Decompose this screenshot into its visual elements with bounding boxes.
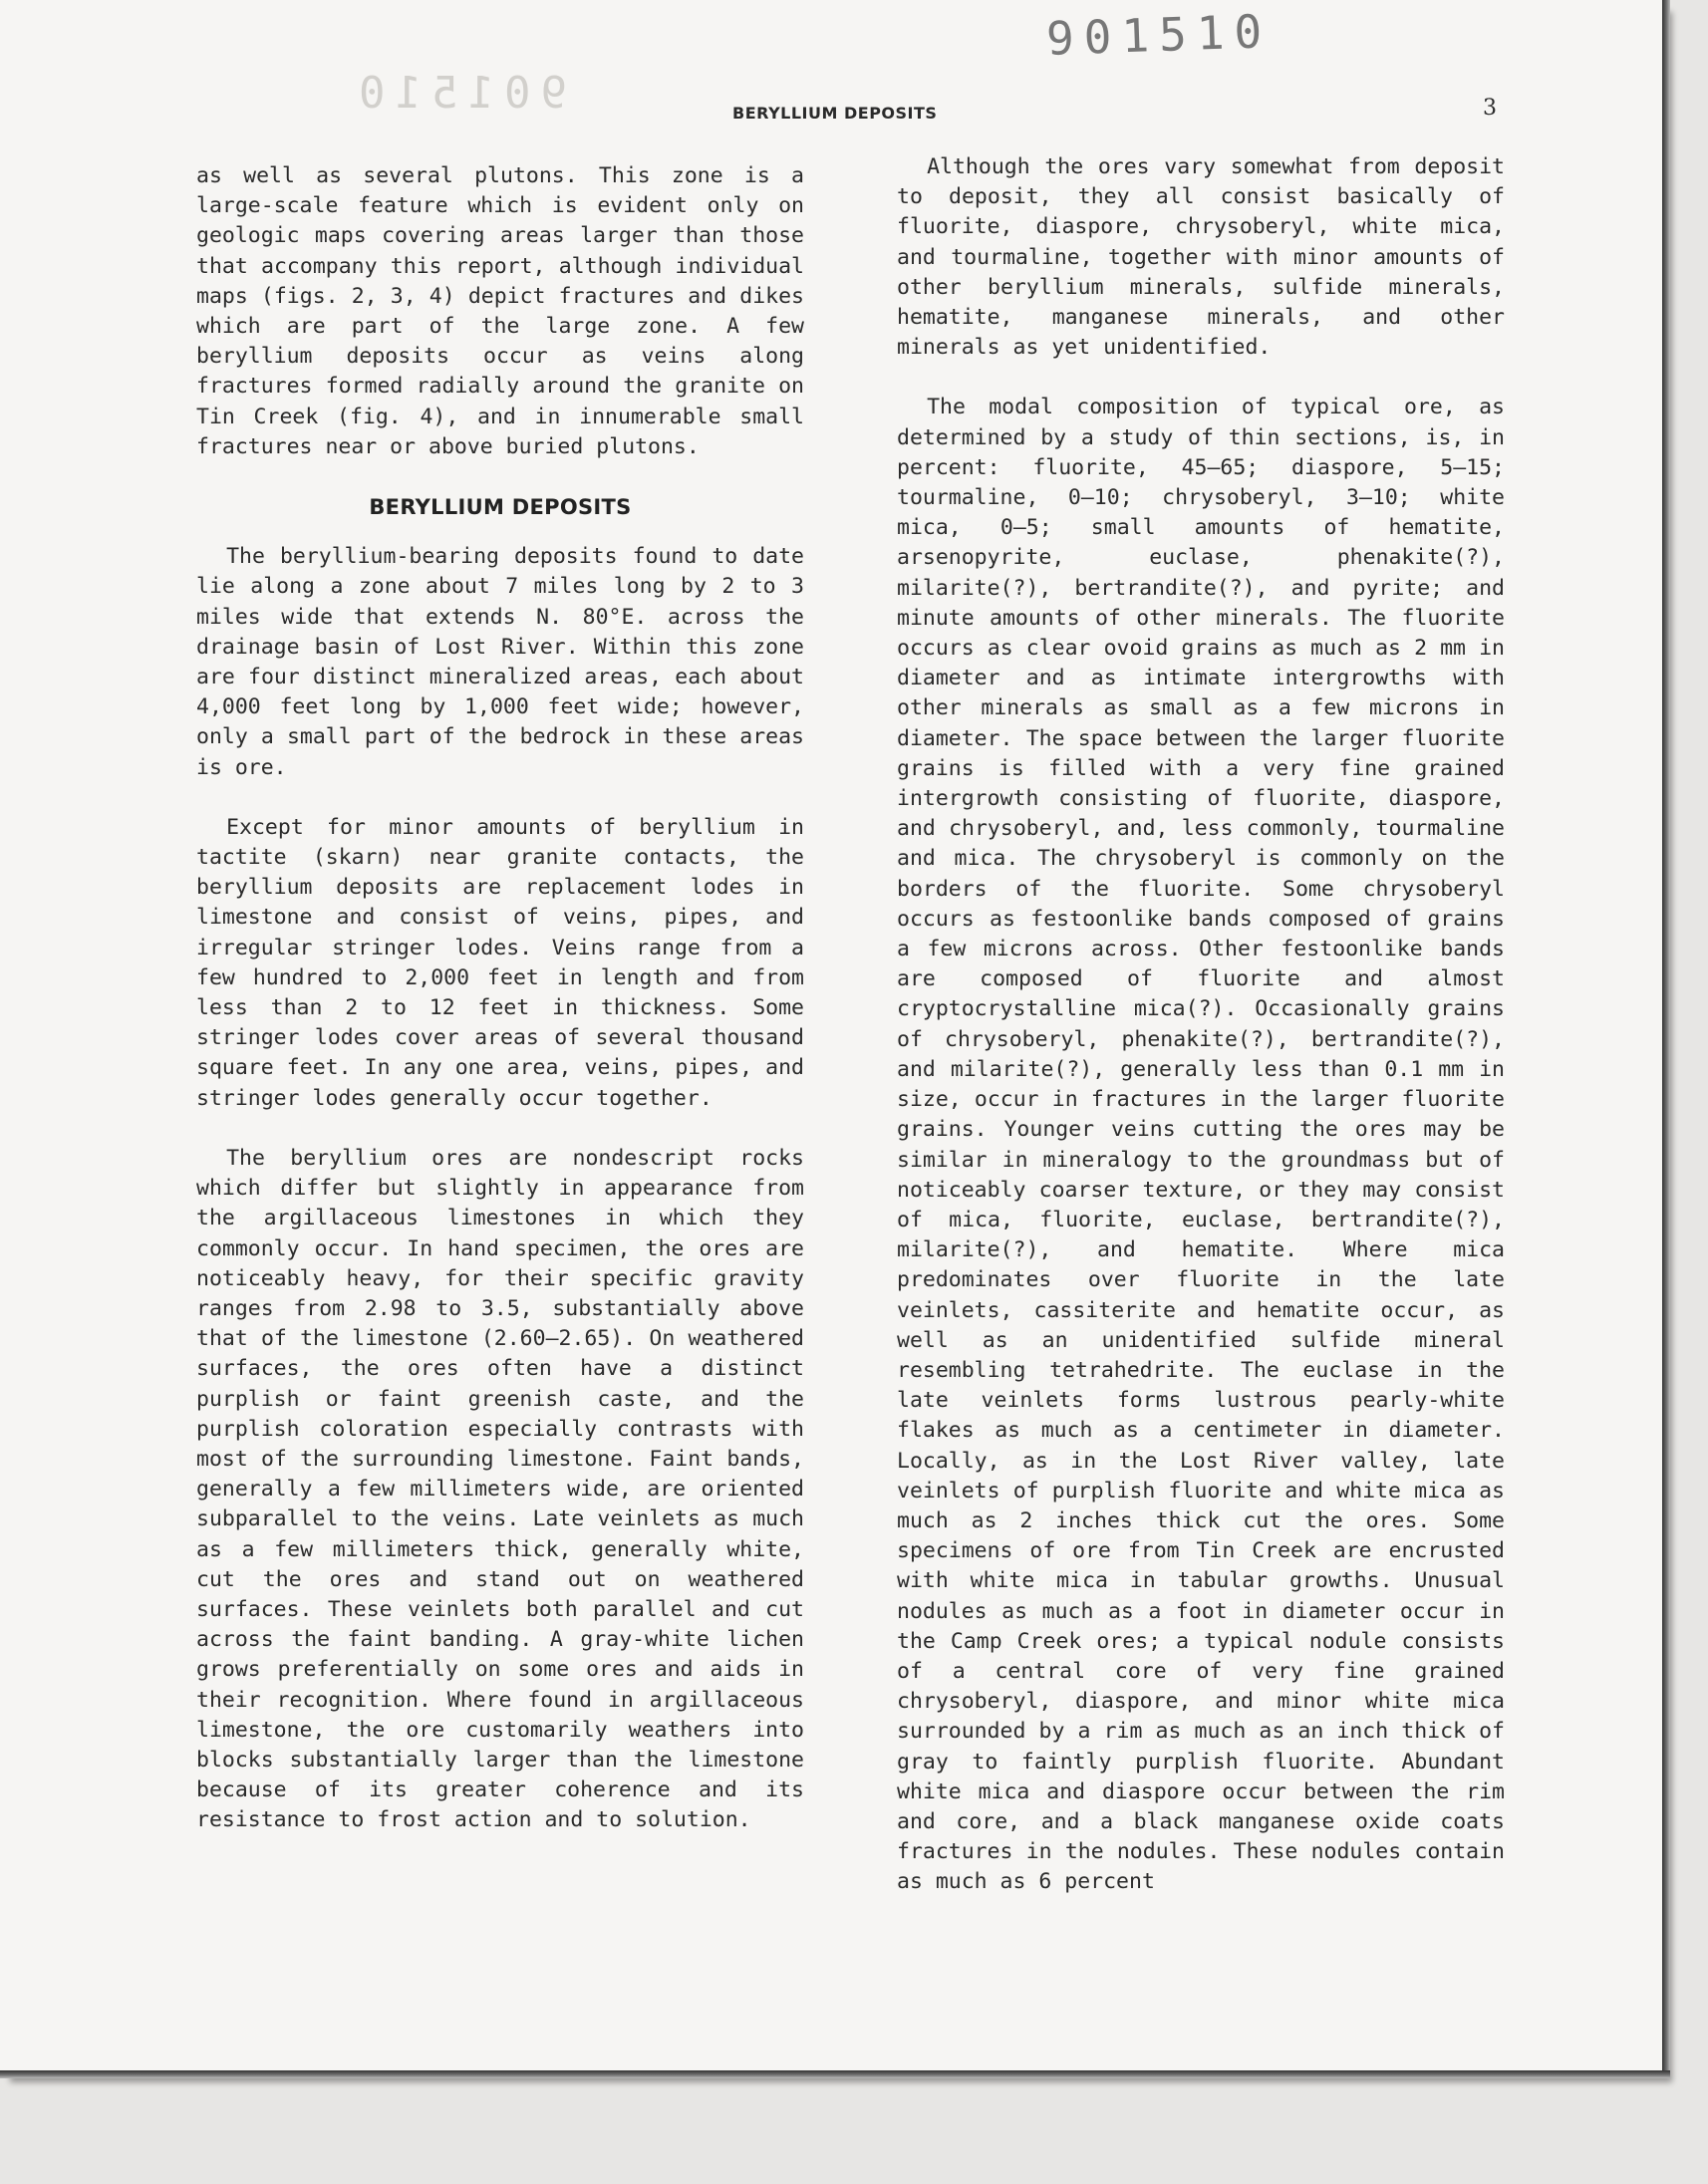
running-head: BERYLLIUM DEPOSITS [732, 104, 938, 123]
right-column [897, 152, 1505, 1898]
paragraph-modal: The modal composition of typical ore, as determined by a study of thin sections, is, in percent: fluorite, 45–65; diaspore, 5–15; tourmaline, 0–10; chrysoberyl, 3–10; white mica, 0–5; small amounts of hematite, arsenopyrite, euclase, phenakite(?), milarite(?), bertrandite(?), and pyrite; and minute amounts of other minerals. The fluorite occurs as clear ovoid grains as much as 2 mm in diameter and as intimate intergrowths with other minerals as small as a few microns in diameter. The space between the larger fluorite grains is filled with a very fine grained intergrowth consisting of fluorite, diaspore, and chrysoberyl, and, less commonly, tourmaline and mica. The chrysoberyl is commonly on the borders of the fluorite. Some chrysoberyl occurs as festoonlike bands composed of grains a few microns across. Other festoonlike bands are composed of fluorite and almost cryptocrystalline mica(?). Occasionally grains of chrysoberyl, phenakite(?), bertrandite(?), and milarite(?), generally less than 0.1 mm in size, occur in fractures in the larger fluorite grains. Younger veins cutting the ores may be similar in mineralogy to the groundmass but of noticeably coarser texture, or they may consist of mica, fluorite, euclase, bertrandite(?), milarite(?), and hematite. Where mica predominates over fluorite in the late veinlets, cassiterite and hematite occur, as well as an unidentified sulfide mineral resembling tetrahedrite. The euclase in the late veinlets forms lustrous pearly-white flakes as much as a centimeter in diameter. Locally, as in the Lost River valley, late veinlets of purplish fluorite and white mica as much as 2 inches thick cut the ores. Some specimens of ore from Tin Creek are encrusted with white mica in tabular growths. Unusual nodules as much as a foot in diameter occur in the Camp Creek ores; a typical nodule consists of a central core of very fine grained chrysoberyl, diaspore, and minor white mica surrounded by a rim as much as an inch thick of gray to faintly purplish fluorite. Abundant white mica and diaspore occur between the rim and core, and a black manganese oxide coats fractures in the nodules. These nodules contain as much as 6 percent [897, 395, 1505, 1895]
paragraph-vary: Although the ores vary somewhat from deposit to deposit, they all consist basically of fluorite, diaspore, chrysoberyl, white mica, and tourmaline, together with minor amounts of other beryllium minerals, sulfide minerals, hematite, manganese minerals, and other minerals as yet unidentified. [897, 154, 1505, 361]
left-column [196, 161, 804, 1836]
paragraph-except: Except for minor amounts of beryllium in tactite (skarn) near granite contacts, the beryllium deposits are replacement lodes in limestone and consist of veins, pipes, and irregular stringer lodes. Veins range from a few hundred to 2,000 feet in length and from less than 2 to 12 feet in thickness. Some stringer lodes cover areas of several thousand square feet. In any one area, veins, pipes, and stringer lodes generally occur together. [196, 814, 804, 1111]
section-heading: BERYLLIUM DEPOSITS [369, 495, 632, 520]
paragraph-deposits: The beryllium-bearing deposits found to date lie along a zone about 7 miles long by 2 to 3 miles wide that extends N. 80°E. across the drainage basin of Lost River. Within this zone are four distinct mineralized areas, each about 4,000 feet long by 1,000 feet wide; however, only a small part of the bedrock in these areas is ore. [196, 544, 804, 780]
ghost-stamp-number: 901510 [349, 68, 567, 119]
paragraph-ores: The beryllium ores are nondescript rocks which differ but slightly in appearance from the argillaceous limestones in which they commonly occur. In hand specimen, the ores are noticeably heavy, for their specific gravity ranges from 2.98 to 3.5, substantially above that of the limestone (2.60–2.65). On weathered surfaces, the ores often have a distinct purplish or faint greenish caste, and the purplish coloration especially contrasts with most of the surrounding limestone. Faint bands, generally a few millimeters wide, are oriented subparallel to the veins. Late veinlets as much as a few millimeters thick, generally white, cut the ores and stand out on weathered surfaces. These veinlets both parallel and cut across the faint banding. A gray-white lichen grows preferentially on some ores and aids in their recognition. Where found in argillaceous limestone, the ore customarily weathers into blocks substantially larger than the limestone because of its greater coherence and its resistance to frost action and to solution. [196, 1145, 804, 1833]
stamp-number: 901510 [1045, 4, 1274, 66]
paragraph-intro: as well as several plutons. This zone is a large-scale feature which is evident only on geologic maps covering areas larger than those that accompany this report, although individual maps (figs. 2, 3, 4) depict fractures and dikes which are part of the large zone. A few beryllium deposits occur as veins along fractures formed radially around the granite on Tin Creek (fig. 4), and in innumerable small fractures near or above buried plutons. [196, 163, 804, 459]
page-edge-bottom [0, 2070, 1670, 2078]
page-edge-right [1662, 0, 1670, 2078]
page-number: 3 [1483, 96, 1497, 121]
